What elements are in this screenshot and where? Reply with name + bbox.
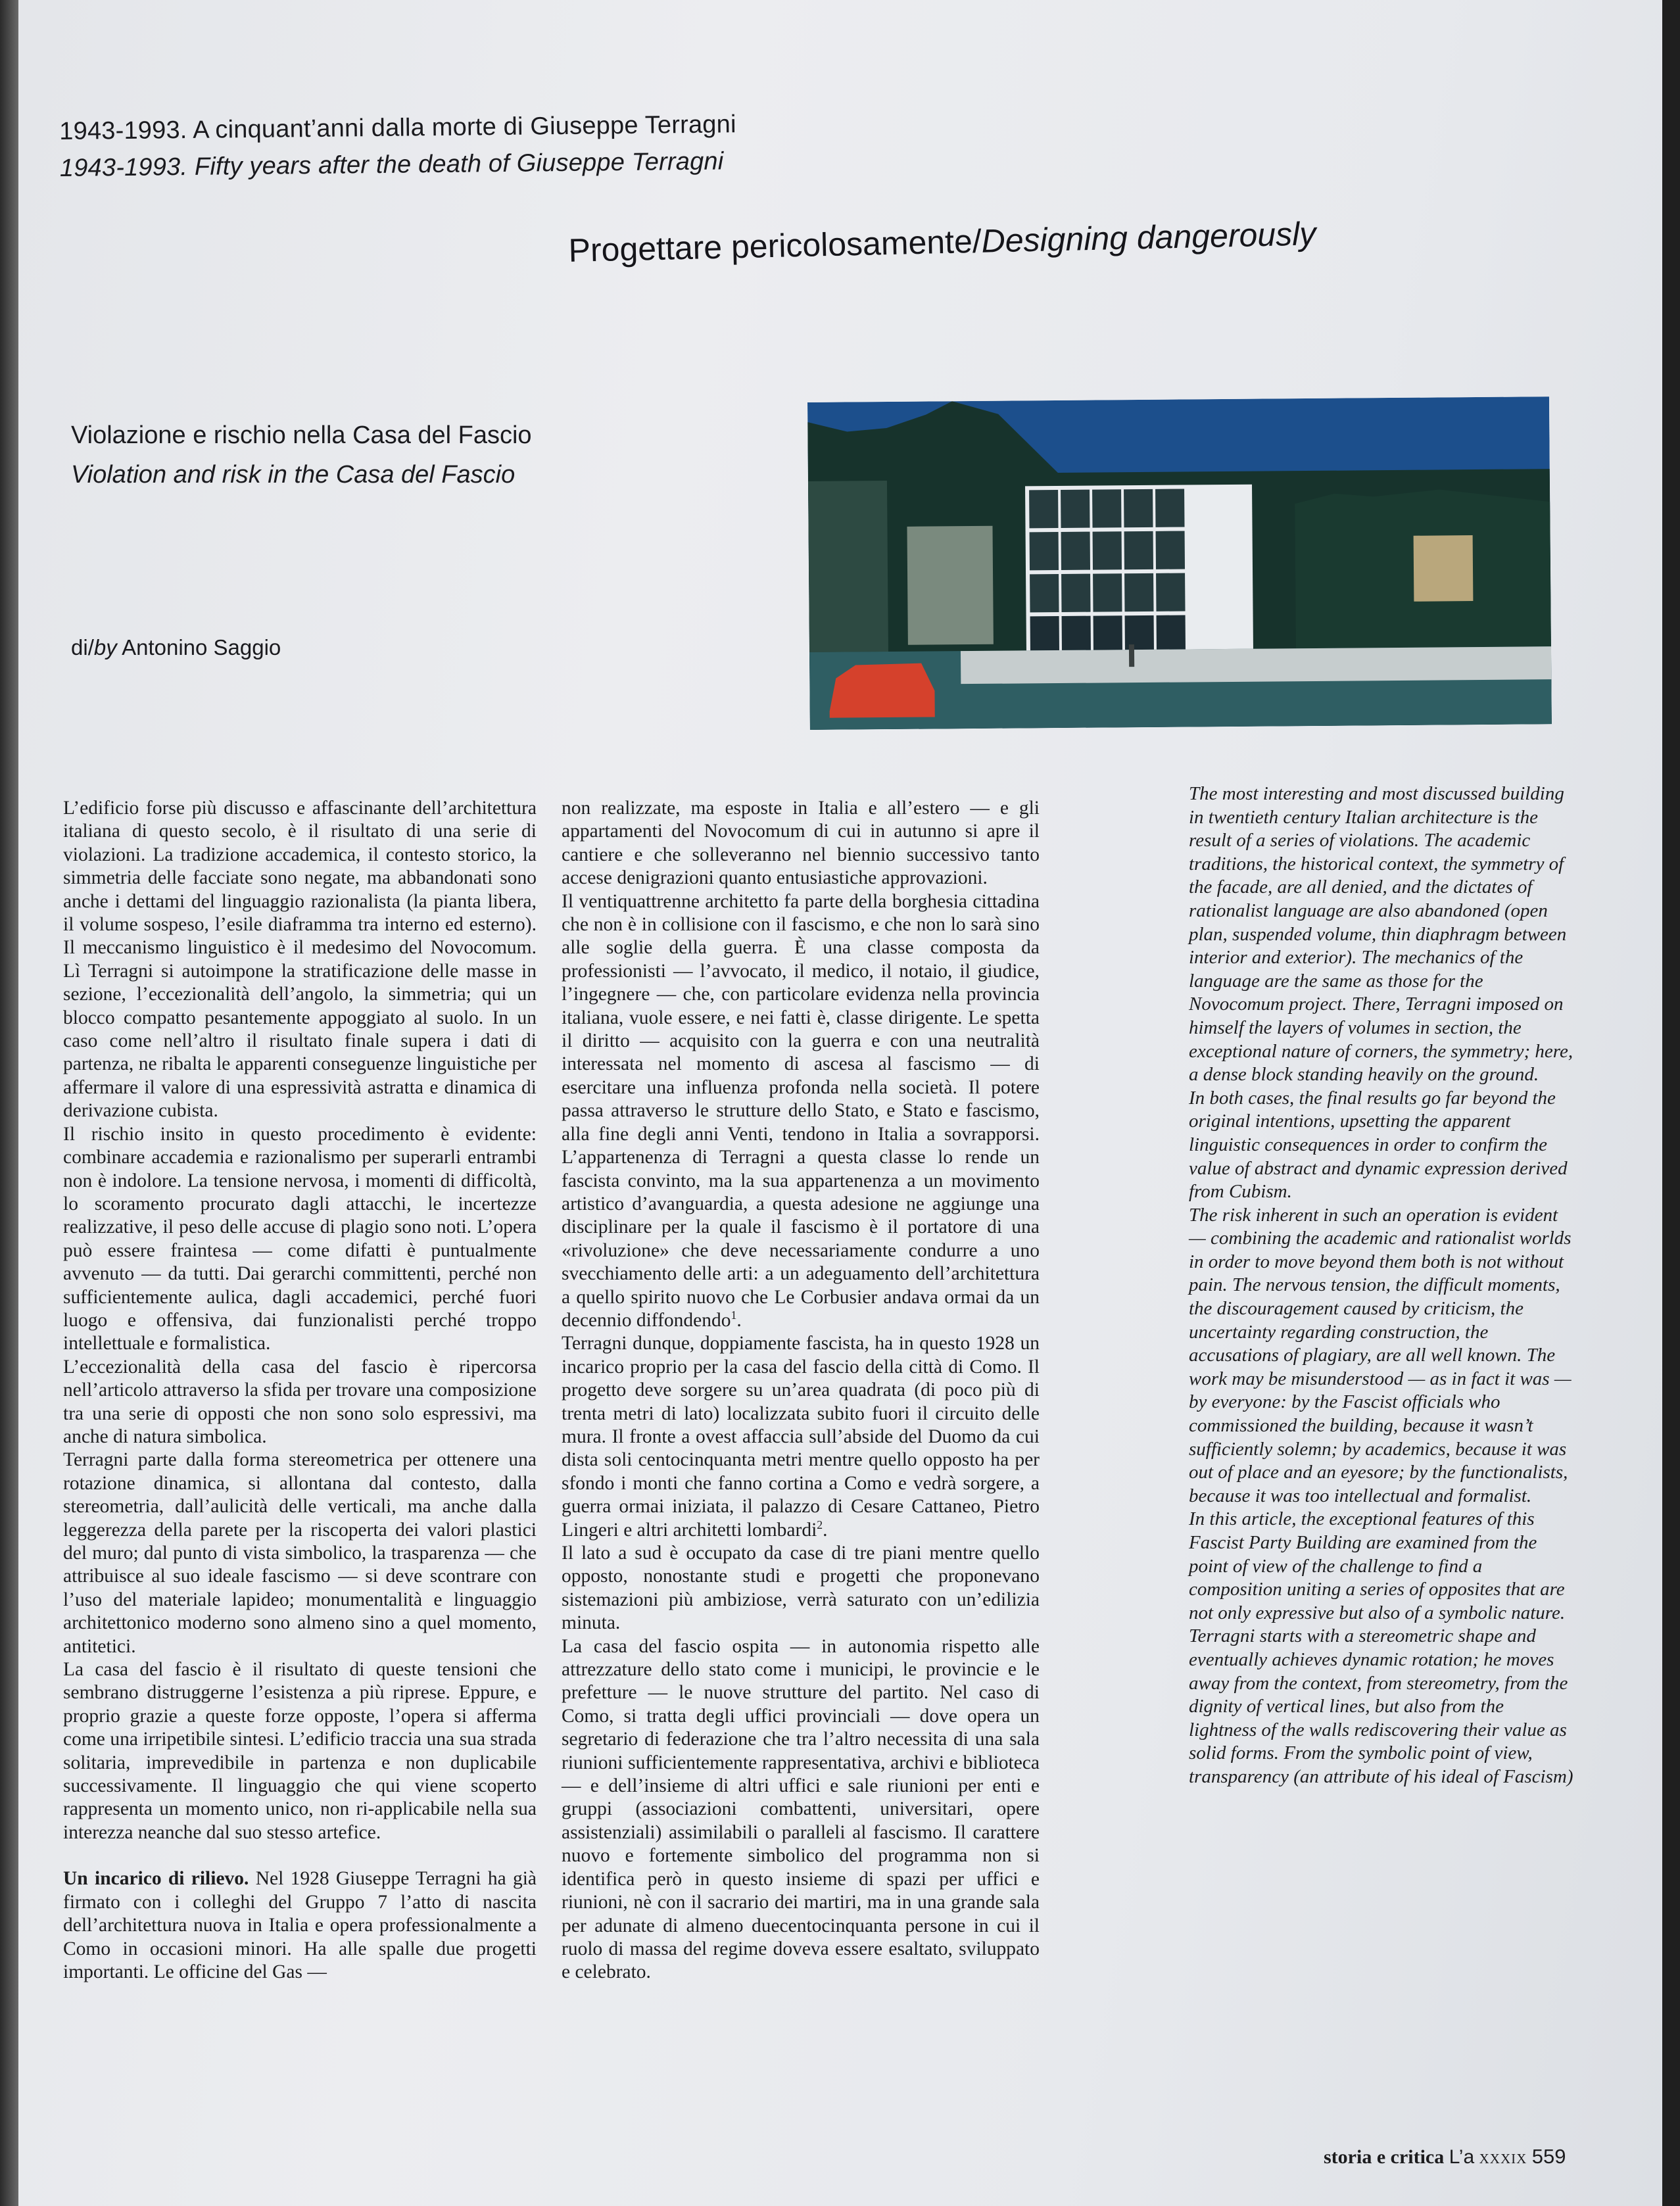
photo-pedestrian — [1129, 644, 1134, 667]
byline-prefix-en: by — [93, 635, 117, 659]
photo-window — [1093, 615, 1122, 654]
title-separator: / — [972, 222, 982, 260]
casa-del-fascio-photo — [807, 396, 1552, 730]
photo-window — [1156, 531, 1185, 569]
photo-window — [1061, 532, 1090, 570]
journal-name: L’a — [1449, 2146, 1475, 2168]
paragraph-text: Il ventiquattrenne architetto fa parte della borghesia cittadina che non è in collisione con il fascismo, e che non lo sarà sino alle soglie della guerra. È una classe composta da professionisti — l’avvocato, il medico, il notaio, il giudice, l’ingegnere — che, con particolare evidenza nella provincia italiana, vuole essere, e nei fatti è, classe dirigente. Le spetta il diritto — acquisito con la guerra e con una neutralità interessata nel momento di ascesa al fascismo — di esercitare una influenza profonda nella società. Il potere passa attraverso le strutture dello Stato, e Stato e fascismo, alla fine degli anni Venti, tendono in Italia a sovrapporsi. L’appartenenza di Terragni a questa classe lo rende un fascista convinto, ma la sua appartenenza a un movimento artistico d’avanguardia, a questa adesione ne aggiunge una disciplinare per la quale il fascismo è il portatore di una «rivoluzione» che deve necessariamente condurre a uno svecchiamento delle arti: a un adeguamento dell’architettura a quello spirito nuovo che Le Corbusier andava ormai da un decennio diffondendo — [562, 890, 1040, 1331]
paragraph: L’eccezionalità della casa del fascio è ripercorsa nell’articolo attraverso la sfida per trovare una composizione tra una serie di opposti che non sono solo espressivi, ma anche di natura simbolica. — [63, 1356, 537, 1447]
italian-column-1 — [63, 797, 537, 1984]
photo-window — [1030, 616, 1059, 654]
footnote-ref-1[interactable]: 1 — [731, 1308, 737, 1322]
paragraph: Il rischio insito in questo procedimento è evidente: combinare accademia e razionalismo per superarli entrambi non è indolore. La tensione nervosa, i momenti di difficoltà, lo scoramento procurato dagli attacchi, le incertezze realizzative, il peso delle accuse di plagio sono noti. L’opera può essere fraintesa — come difatti è puntualmente avvenuto — da tutti. Dai gerarchi committenti, perché non sufficientemente aulica, dagli accademici, perché fuori luogo e offensiva, dai funzionalisti perché troppo intellettuale e formalistica. — [63, 1123, 537, 1355]
paragraph: In this article, the exceptional features of this Fascist Party Building are examined from the point of view of the challenge to find a composition uniting a series of opposites that are not only expressive but also of a symbolic nature. Terragni starts with a stereometric shape and eventually achieves dynamic rotation; he moves away from the context, from stereometry, from the dignity of vertical lines, but also from the lightness of the walls rediscovering their value as solid forms. From the symbolic point of view, transparency (an attribute of his ideal of Fascism) — [1189, 1508, 1573, 1787]
paragraph: non realizzate, ma esposte in Italia e all’estero — e gli appartamenti del Novocomum di cui in autunno si apre il cantiere e che solleveranno nel biennio successivo tanto accese denigrazioni quanto entusiastiche approvazioni. — [562, 798, 1040, 889]
paragraph-text: Terragni dunque, doppiamente fascista, ha in questo 1928 un incarico proprio per la casa del fascio della città di Como. Il progetto deve sorgere su un’area quadrata (di poco più di trenta metri di lato) localizzata subito fuori il circuito delle mura. Il fronte a ovest affaccia sull’abside del Duomo da cui dista soli centocinquanta metri mentre quello opposto ha per sfondo i monti che fanno cortina a Como e vedrà sorgere, a guerra ormai iniziata, il palazzo di Cesare Cattaneo, Pietro Lingeri e altri architetti lombardi — [562, 1333, 1040, 1541]
section-paragraph — [63, 1867, 537, 1984]
byline — [71, 635, 281, 660]
photo-window — [1155, 489, 1184, 527]
photo-window — [1062, 616, 1091, 654]
paragraph-gap — [63, 1844, 537, 1867]
footnote-ref-2[interactable]: 2 — [817, 1518, 823, 1531]
paragraph: L’edificio forse più discusso e affascinante dell’architettura italiana di questo secolo, è il risultato di una serie di violazioni. La tradizione accademica, il contesto storico, la simmetria delle facciate sono negate, ma abbandonati sono anche i dettami del linguaggio razionalista (la pianta libera, il volume sospeso, l’esile diaframma tra interno ed esterno). Il meccanismo linguistico è il medesimo del Novocomum. Lì Terragni si autoimpone la stratificazione delle masse in sezione, l’eccezionalità dell’angolo, la simmetria; qui un blocco compatto pesantemente appoggiato al suolo. In un caso come nell’altro il risultato finale supera i dati di partenza, ne ribalta le apparenti conseguenze linguistiche per affermare il valore di una espressività astratta e dinamica di derivazione cubista. — [63, 798, 537, 1122]
binding-spine — [0, 0, 18, 2206]
subtitle-english: Violation and risk in the Casa del Fascio — [71, 461, 516, 489]
title-english: Designing dangerously — [981, 215, 1316, 260]
italian-column-2 — [562, 797, 1040, 1984]
photo-window — [1061, 490, 1090, 528]
photo-distant-building — [1414, 535, 1474, 602]
kicker-italian: 1943-1993. A cinquant’anni dalla morte di Giuseppe Terragni — [59, 110, 736, 145]
title-italian: Progettare pericolosamente — [568, 223, 973, 269]
paragraph: La casa del fascio è il risultato di queste tensioni che sembrano distruggerne l’esistenza a più riprese. Eppure, e proprio grazie a queste forze opposte, l’opera si afferma come una irripetibile sintesi. L’edificio traccia una sua strada solitaria, imprevedibile in partenza e non duplicabile successivamente. Il linguaggio che qui viene scoperto rappresenta un momento unico, non ri-applicabile nella sua interezza neanche dal suo stesso artefice. — [63, 1659, 537, 1843]
volume-number: xxxix — [1479, 2146, 1527, 2168]
byline-prefix-it: di — [71, 635, 88, 659]
paragraph: Il lato a sud è occupato da case di tre piani mentre quello opposto, nonostante studi e progetti che proponevano sistemazioni più ambiziose, verrà saturato con un’edilizia minuta. — [562, 1543, 1040, 1634]
photo-window — [1092, 489, 1121, 527]
photo-window — [1093, 573, 1122, 611]
photo-window — [1030, 574, 1059, 612]
section-name: storia e critica — [1324, 2146, 1445, 2168]
page-number: 559 — [1531, 2145, 1566, 2168]
paragraph: The risk inherent in such an operation is evident — combining the academic and rationalist worlds in order to move beyond them both is not without pain. The nervous tension, the difficult moments, the discouragement caused by criticism, the uncertainty regarding construction, the accusations of plagiary, are all well known. The work may be misunderstood — as in fact it was — by everyone: by the Fascist officials who commissioned the building, because it wasn’t sufficiently solemn; by academics, because it was out of place and an eyesore; by the functionalists, because it was too intellectual and formalist. — [1189, 1204, 1572, 1506]
section-heading: Un incarico di rilievo. — [63, 1868, 249, 1890]
anniversary-kicker — [59, 106, 736, 187]
kicker-english: 1943-1993. Fifty years after the death of Giuseppe Terragni — [59, 147, 724, 182]
paragraph: Terragni parte dalla forma stereometrica per ottenere una rotazione dinamica, si allontana dal contesto, dalla stereometria, dall’aulicità delle verticali, ma anche dalla leggerezza della parete per la riscoperta dei valori plastici del muro; dal punto di vista simbolico, la trasparenza — che attribuisce al suo ideale fascismo — si deve scontrare con l’uso del materiale lapideo; monumentalità e linguaggio architettonico moderno sono almeno sino a quel momento, antitetici. — [63, 1449, 537, 1657]
article-title — [568, 214, 1316, 270]
photo-window — [1029, 490, 1058, 528]
photo-window — [1156, 573, 1185, 611]
paragraph: The most interesting and most discussed building in twentieth century Italian architecture is the result of a series of violations. The academic traditions, the historical context, the symmetry of the facade, are all denied, and the dictates of rationalist language are also abandoned (open plan, suspended volume, thin diaphragm between interior and exterior). The mechanics of the language are the same as those for the Novocomum project. There, Terragni imposed on himself the layers of volumes in section, the exceptional nature of corners, the symmetry; here, a dense block standing heavily on the ground. — [1189, 783, 1573, 1086]
photo-window — [1157, 615, 1186, 653]
photo-window — [1124, 531, 1153, 569]
photo-left-building — [808, 481, 888, 652]
paragraph: In both cases, the final results go far beyond the original intentions, upsetting the apparent linguistic consequences in order to confirm the value of abstract and dynamic expression derived from Cubism. — [1189, 1087, 1568, 1203]
paragraph: La casa del fascio ospita — in autonomia rispetto alle attrezzature dello stato come i municipi, le provincie e le prefetture — le nuove strutture del partito. Nel caso di Como, si tratta degli uffici provinciali — dove opera un segretario di federazione che tra l’altro necessita di una sala riunioni sufficientemente rappresentativa, archivi e biblioteca — e dell’insieme di altri uffici e sale riunioni per enti e gruppi (associazioni combattenti, universitari, opere assistenziali) assimilabili o paralleli al fascismo. Il carattere nuovo e fortemente simbolico del programma non si identifica però in questo insieme di spazi per uffici e riunioni, nè con il sacrario dei martiri, ma in una grande sala per adunate di almeno duecentocinquanta persone in cui il ruolo di massa del regime doveva essere esaltato, sviluppato e celebrato. — [562, 1635, 1040, 1983]
byline-separator: / — [87, 635, 94, 659]
article-subtitle — [71, 416, 532, 494]
page-footer — [1324, 2145, 1566, 2169]
building-photograph — [807, 396, 1552, 730]
paragraph-with-footnote: Terragni dunque, doppiamente fascista, ha in questo 1928 un incarico proprio per la casa del fascio della città di Como. Il progetto deve sorgere su un’area quadrata (di poco più di trenta metri di lato) localizzata subito fuori il circuito delle mura. Il fronte a ovest affaccia sull’abside del Duomo da cui dista soli centocinquanta metri mentre quello opposto ha per sfondo i monti che fanno cortina a Como e vedrà sorgere, a guerra ormai iniziata, il palazzo di Cesare Cattaneo, Pietro Lingeri e altri architetti lombardi$^2$. — [562, 1333, 1040, 1541]
photo-piazza — [961, 646, 1552, 684]
author-name: Antonino Saggio — [122, 635, 281, 659]
photo-window — [1093, 531, 1122, 569]
paragraph-with-footnote: Il ventiquattrenne architetto fa parte della borghesia cittadina che non è in collisione con il fascismo, e che non lo sarà sino alle soglie della guerra. È una classe composta da professionisti — l’avvocato, il medico, il notaio, il giudice, l’ingegnere — che, con particolare evidenza nella provincia italiana, vuole essere, e nei fatti è, classe dirigente. Le spetta il diritto — acquisito con la guerra e con una neutralità interessata nel momento di ascesa al fascismo — di esercitare una influenza profonda nella società. Il potere passa attraverso le strutture dello Stato, e Stato e fascismo, alla fine degli anni Venti, tendono in Italia a sovrapporsi. L’appartenenza di Terragni a questa classe lo rende un fascista convinto, ma la sua appartenenza a un movimento artistico d’avanguardia, a questa adesione ne aggiunge una disciplinare per la quale il fascismo è il portatore di una «rivoluzione» che deve necessariamente condurre a uno svecchiamento delle arti: a un adeguamento dell’architettura a quello spirito nuovo che Le Corbusier andava ormai da un decennio diffondendo$^1$. — [562, 890, 1040, 1331]
photo-side-building — [907, 526, 993, 645]
photo-window — [1061, 574, 1090, 612]
photo-window — [1030, 532, 1059, 570]
english-summary-column — [1189, 782, 1574, 1789]
photo-window — [1124, 573, 1153, 611]
section-lead-text: Nel 1928 Giuseppe Terragni ha già firmato con i colleghi del Gruppo 7 l’atto di nascita dell’architettura nuova in Italia e opera professionalmente a Como in occasioni minori. Ha alle spalle due progetti importanti. Le officine del Gas — — [63, 1868, 537, 1982]
magazine-page — [18, 0, 1662, 2206]
photo-window — [1124, 489, 1153, 527]
subtitle-italian: Violazione e rischio nella Casa del Fascio — [71, 421, 532, 449]
